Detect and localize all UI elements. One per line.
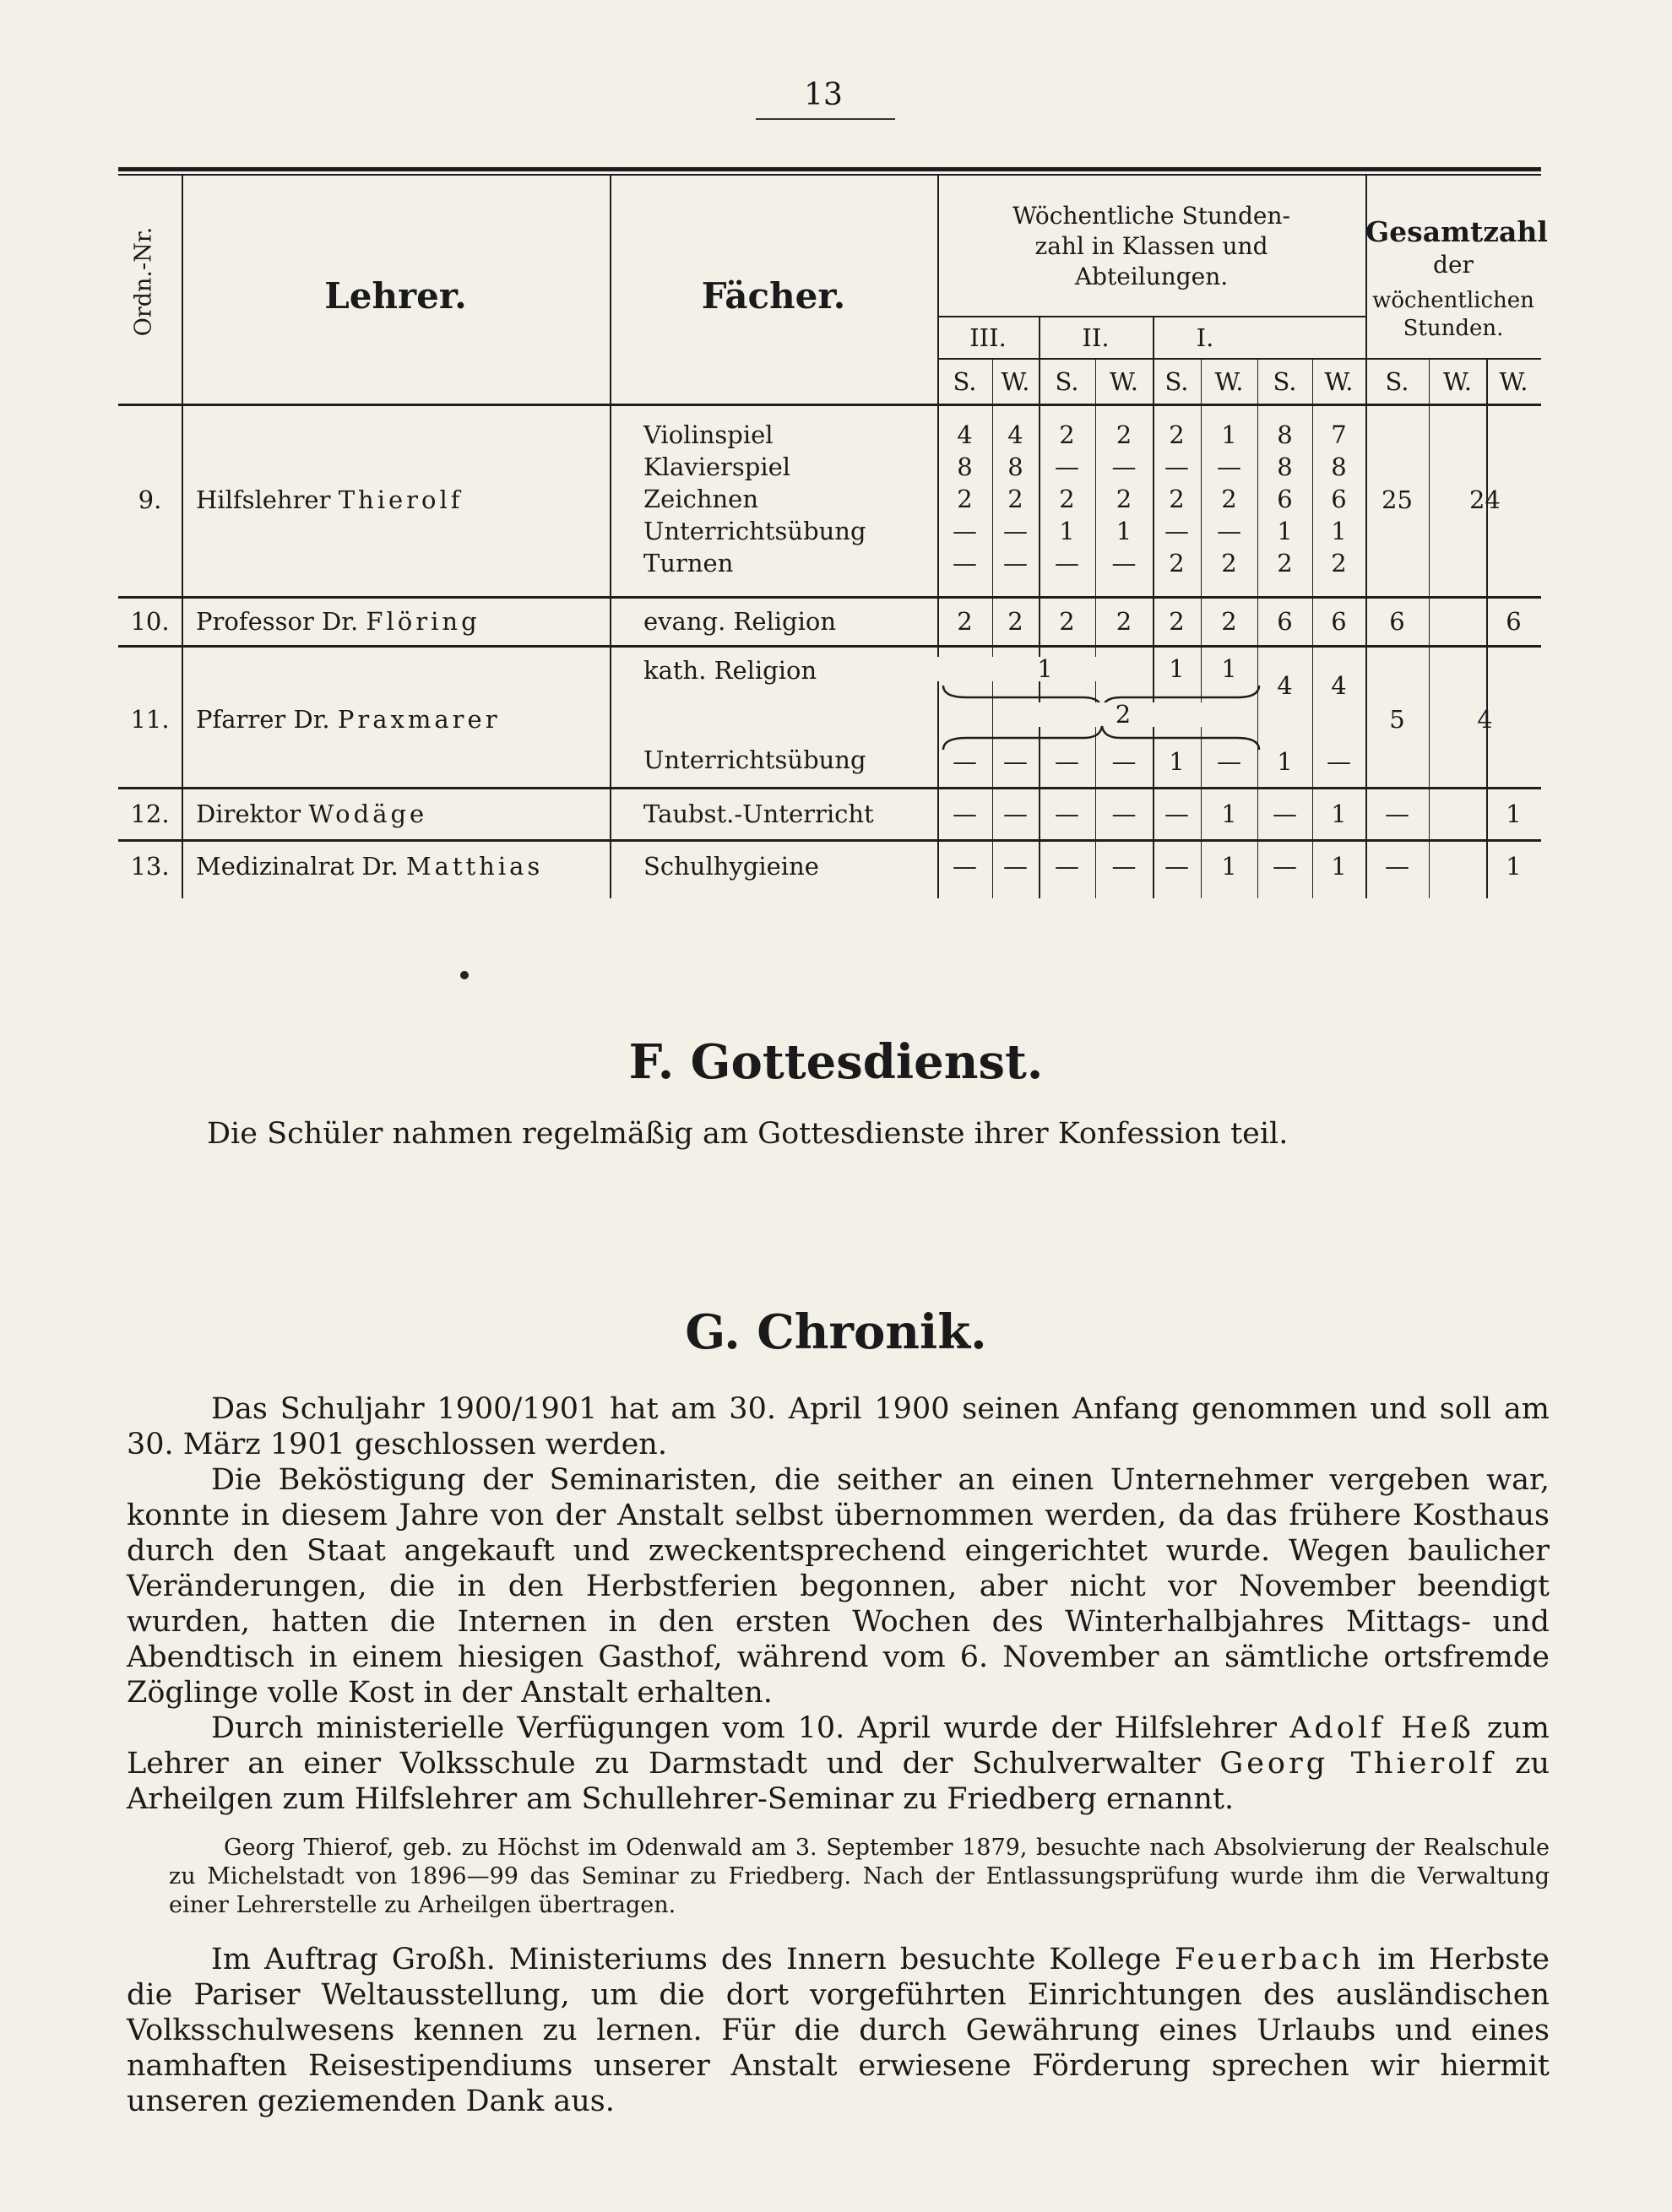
row11-ueb-cell-1: —: [953, 747, 977, 776]
r12-cell-6: 1: [1221, 800, 1237, 828]
r13-cell-5: —: [1164, 852, 1189, 881]
r10-cell-4: 2: [1116, 607, 1132, 636]
chronik-p3-name1: Adolf Heß: [1289, 1711, 1474, 1745]
row9-subject-5: Turnen: [643, 549, 734, 577]
row11-teacher-name: Praxmarer: [337, 705, 501, 734]
row10-teacher-prefix: Professor Dr.: [196, 607, 359, 636]
row9-cell-2-1: 8: [957, 453, 973, 481]
header-w-sum2: W.: [1443, 367, 1472, 396]
header-rule-weekly: [937, 316, 1365, 317]
header-weekly: [937, 201, 1365, 291]
row12-subject: Taubst.-Unterricht: [643, 800, 874, 828]
chronik-p4-name: Feuerbach: [1174, 1943, 1365, 1976]
row11-ueb-cell-5: 1: [1169, 747, 1185, 776]
header-w-i: W.: [1214, 367, 1244, 396]
row9-cell-3-4: 2: [1116, 485, 1132, 513]
r13-cell-10: 1: [1506, 852, 1522, 881]
stray-dot: [460, 971, 469, 979]
row9-cell-4-8: 1: [1331, 517, 1347, 545]
row9-subject-4: Unterrichtsübung: [643, 517, 866, 545]
row11-kath-joined-all: 2: [1039, 702, 1208, 727]
row9-cell-4-2: —: [1003, 517, 1028, 545]
chronik-p3-c: zu Arheilgen zum Hilfslehrer am Schullehrer-Seminar zu Friedberg ernannt.: [127, 1747, 1550, 1816]
row9-total-w: 24: [1469, 485, 1501, 514]
header-w-sum3: W.: [1499, 367, 1528, 396]
section-f-text: [207, 1116, 1558, 1152]
row9-cell-3-3: 2: [1059, 485, 1075, 513]
header-s-ii: S.: [1055, 367, 1079, 396]
row11-teacher: [196, 705, 501, 734]
row9-cell-4-7: 1: [1277, 517, 1293, 545]
row11-ueb-cell-3: —: [1055, 747, 1079, 776]
row9-cell-3-2: 2: [1007, 485, 1023, 513]
section-f-paragraph: Die Schüler nahmen regelmäßig am Gottesdienste ihrer Konfession teil.: [207, 1117, 1289, 1151]
row9-cell-3-8: 6: [1331, 485, 1347, 513]
row9-cell-1-3: 2: [1059, 420, 1075, 449]
header-total-line1: Gesamtzahl: [1365, 215, 1548, 248]
row11-ueb-cell-7: 1: [1277, 747, 1293, 776]
row11-ueb-cell-2: —: [1003, 747, 1028, 776]
header-weekly-line3: Abteilungen.: [1074, 262, 1229, 290]
row9-teacher-name: Thierolf: [338, 485, 464, 514]
r10-cell-7: 6: [1277, 607, 1293, 636]
row9-cell-1-2: 4: [1007, 420, 1023, 449]
row9-cell-5-7: 2: [1277, 549, 1293, 577]
row9-cell-3-7: 6: [1277, 485, 1293, 513]
chronik-footnote: [169, 1834, 1550, 1920]
chronik-paragraph-1: Das Schuljahr 1900/1901 hat am 30. April 1900 seinen Anfang genommen und soll am 30. März 1901 geschlossen werden.: [127, 1392, 1550, 1461]
header-faecher: Fächer.: [701, 275, 846, 317]
row9-cell-4-3: 1: [1059, 517, 1075, 545]
header-total: [1365, 214, 1548, 280]
header-bottom-rule: [118, 404, 1541, 406]
header-ordnr: Ordn.-Nr.: [130, 226, 157, 337]
row9-cell-1-5: 2: [1169, 420, 1185, 449]
row11-subject2: Unterrichtsübung: [643, 745, 866, 774]
row9-cell-4-5: —: [1164, 517, 1189, 545]
chronik-p4-b: im Herbste die Pariser Weltausstellung, um die dort vorgeführten Einrichtungen des ausländischen Volksschulwesens kennen zu lernen. Für die durch Gewährung eines Urlaubs und eines namhaften Reisestipendiums unserer Anstalt erwiesene Förderung sprechen wir hiermit unseren geziemenden Dank aus.: [127, 1943, 1550, 2118]
r12-cell-9: —: [1385, 800, 1409, 828]
row11-teacher-prefix: Pfarrer Dr.: [196, 705, 330, 734]
chronik-paragraph-2: Die Beköstigung der Seminaristen, die seither an einen Unternehmer vergeben war, konnte in diesem Jahre von der Anstalt selbst übernommen werden, da das frühere Kosthaus durch den Staat angekauft und zweckentsprechend eingerichtet wurde. Wegen baulicher Veränderungen, die in den Herbstferien begonnen, aber nicht vor November beendigt wurden, hatten die Internen in den ersten Wochen des Winterhalbjahres Mittags- und Abendtisch in einem hiesigen Gasthof, während vom 6. November an sämtliche ortsfremde Zöglinge volle Kost in der Anstalt erhalten.: [127, 1463, 1550, 1710]
row9-nr: 9.: [138, 485, 162, 514]
row9-teacher-prefix: Hilfslehrer: [196, 485, 331, 514]
header-s-sum1: S.: [1273, 367, 1297, 396]
header-w-sum1: W.: [1324, 367, 1354, 396]
chronik-paragraph-3: [127, 1711, 1550, 1817]
r10-cell-2: 2: [1007, 607, 1023, 636]
header-total-line2: der: [1433, 251, 1474, 279]
row11-kath-i-s: 1: [1169, 654, 1185, 683]
row9-cell-4-1: —: [953, 517, 977, 545]
r10-cell-8: 6: [1331, 607, 1347, 636]
row13-teacher: [196, 854, 543, 879]
r12-cell-1: —: [953, 800, 977, 828]
r13-cell-4: —: [1111, 852, 1137, 881]
row11-total-s: 5: [1389, 705, 1405, 734]
row9-cell-3-6: 2: [1221, 485, 1237, 513]
section-g-body: [127, 1391, 1550, 1817]
header-class-ii: II.: [1082, 323, 1110, 352]
r12-cell-7: —: [1273, 800, 1297, 828]
row9-subject-1: Violinspiel: [643, 420, 774, 449]
row13-teacher-name: Matthias: [405, 852, 544, 881]
row10-nr: 10.: [130, 607, 170, 636]
row9-teacher: [196, 485, 464, 514]
r12-cell-3: —: [1055, 800, 1079, 828]
row9-cell-1-4: 2: [1116, 420, 1132, 449]
r12-cell-5: —: [1164, 800, 1189, 828]
row11-nr: 11.: [130, 705, 170, 734]
row9-cell-3-5: 2: [1169, 485, 1185, 513]
header-s-i: S.: [1164, 367, 1189, 396]
row9-cell-2-7: 8: [1277, 453, 1293, 481]
teacher-hours-table: [118, 167, 1548, 898]
row9-cell-1-1: 4: [957, 420, 973, 449]
header-lehrer: Lehrer.: [324, 275, 467, 317]
header-s-iii: S.: [953, 367, 977, 396]
row11-ueb-cell-4: —: [1111, 747, 1137, 776]
row9-cell-4-4: 1: [1116, 517, 1132, 545]
r10-cell-1: 2: [957, 607, 973, 636]
r12-cell-8: 1: [1331, 800, 1347, 828]
row11-ueb-cell-6: —: [1217, 747, 1241, 776]
row10-subject: evang. Religion: [643, 607, 837, 636]
row12-teacher-name: Wodäge: [308, 800, 428, 828]
row9-cell-5-2: —: [1003, 549, 1028, 577]
r12-cell-10: 1: [1506, 800, 1522, 828]
row9-cell-5-5: 2: [1169, 549, 1185, 577]
chronik-p3-name2: Georg Thierolf: [1219, 1747, 1496, 1781]
header-class-iii: III.: [969, 323, 1007, 352]
row11-ueb-cell-8: —: [1327, 747, 1351, 776]
row10-teacher: [196, 607, 480, 636]
header-class-i: I.: [1196, 323, 1214, 352]
header-weekly-line2: zahl in Klassen und: [1034, 231, 1268, 260]
row9-cell-1-6: 1: [1221, 420, 1237, 449]
row-rule-12: [118, 839, 1541, 842]
header-total-line3: wöchentlichen Stunden.: [1372, 288, 1534, 342]
row9-subject-2: Klavierspiel: [643, 453, 791, 481]
row12-teacher: [196, 802, 427, 827]
row9-cell-5-1: —: [953, 549, 977, 577]
row12-teacher-prefix: Direktor: [196, 800, 301, 828]
row-rule-10: [118, 645, 1541, 648]
r10-cell-6: 2: [1221, 607, 1237, 636]
r10-cell-9: 6: [1389, 607, 1405, 636]
row11-kath-i-w: 1: [1221, 654, 1237, 683]
row11-kath-total-w: 4: [1331, 671, 1347, 700]
row11-subject1: kath. Religion: [643, 656, 817, 685]
row9-subject-3: Zeichnen: [643, 485, 759, 513]
row11-kath-total-s: 4: [1277, 671, 1293, 700]
header-s-sum2: S.: [1385, 367, 1409, 396]
row9-cell-2-8: 8: [1331, 453, 1347, 481]
row9-cell-2-2: 8: [1007, 453, 1023, 481]
chronik-p3-a: Durch ministerielle Verfügungen vom 10. April wurde der Hilfslehrer: [211, 1711, 1278, 1745]
row9-cell-3-1: 2: [957, 485, 973, 513]
col-rule-sum2-sw: [1429, 360, 1430, 898]
row-rule-11: [118, 787, 1541, 789]
col-rule-weekly: [1365, 176, 1367, 898]
page-number: 13: [804, 78, 843, 112]
row9-cell-5-6: 2: [1221, 549, 1237, 577]
header-weekly-line1: Wöchentliche Stunden-: [1012, 202, 1290, 230]
row-rule-9: [118, 596, 1541, 599]
header-w-iii: W.: [1001, 367, 1030, 396]
row9-cell-5-4: —: [1111, 549, 1137, 577]
row11-total-w: 4: [1477, 705, 1493, 734]
section-f-heading: F. Gottesdienst.: [628, 1034, 1044, 1090]
r13-cell-6: 1: [1221, 852, 1237, 881]
row9-cell-2-5: —: [1164, 453, 1189, 481]
table-top-rule-thin: [118, 174, 1541, 176]
header-rule-sw: [937, 358, 1541, 360]
table-top-rule: [118, 167, 1541, 171]
r13-cell-9: —: [1385, 852, 1409, 881]
row9-cell-2-6: —: [1217, 453, 1241, 481]
row9-total-s: 25: [1382, 485, 1413, 514]
r12-cell-2: —: [1003, 800, 1028, 828]
r10-cell-5: 2: [1169, 607, 1185, 636]
row13-teacher-prefix: Medizinalrat Dr.: [196, 852, 399, 881]
row9-cell-1-7: 8: [1277, 420, 1293, 449]
chronik-footnote-text: Georg Thierof, geb. zu Höchst im Odenwald am 3. September 1879, besuchte nach Absolvierung der Realschule zu Michelstadt von 1896—99 das Seminar zu Friedberg. Nach der Entlassungsprüfung wurde ihm die Verwaltung einer Lehrerstelle zu Arheilgen übertragen.: [169, 1835, 1550, 1918]
row11-kath-joined-iii-ii: 1: [937, 657, 1153, 681]
page-number-rule: [756, 118, 895, 120]
section-g-heading: G. Chronik.: [685, 1304, 987, 1360]
section-g-body-2: [127, 1942, 1550, 2119]
r13-cell-3: —: [1055, 852, 1079, 881]
r13-cell-7: —: [1273, 852, 1297, 881]
row9-cell-2-4: —: [1111, 453, 1137, 481]
r10-cell-3: 2: [1059, 607, 1075, 636]
row9-cell-4-6: —: [1217, 517, 1241, 545]
chronik-paragraph-4: [127, 1942, 1550, 2119]
r13-cell-1: —: [953, 852, 977, 881]
row9-cell-5-8: 2: [1331, 549, 1347, 577]
row9-cell-5-3: —: [1055, 549, 1079, 577]
r13-cell-8: 1: [1331, 852, 1347, 881]
chronik-p3-b: zum Lehrer an einer Volksschule zu Darmstadt und der Schulverwalter: [127, 1711, 1550, 1781]
row13-subject: Schulhygieine: [643, 852, 819, 881]
row12-nr: 12.: [130, 800, 170, 828]
chronik-p4-a: Im Auftrag Großh. Ministeriums des Innern besuchte Kollege: [211, 1943, 1161, 1976]
r10-cell-10: 6: [1506, 607, 1522, 636]
row9-cell-1-8: 7: [1331, 420, 1347, 449]
row9-cell-2-3: —: [1055, 453, 1079, 481]
r12-cell-4: —: [1111, 800, 1137, 828]
r13-cell-2: —: [1003, 852, 1028, 881]
row13-nr: 13.: [130, 852, 170, 881]
header-w-ii: W.: [1110, 367, 1138, 396]
row10-teacher-name: Flöring: [366, 607, 480, 636]
